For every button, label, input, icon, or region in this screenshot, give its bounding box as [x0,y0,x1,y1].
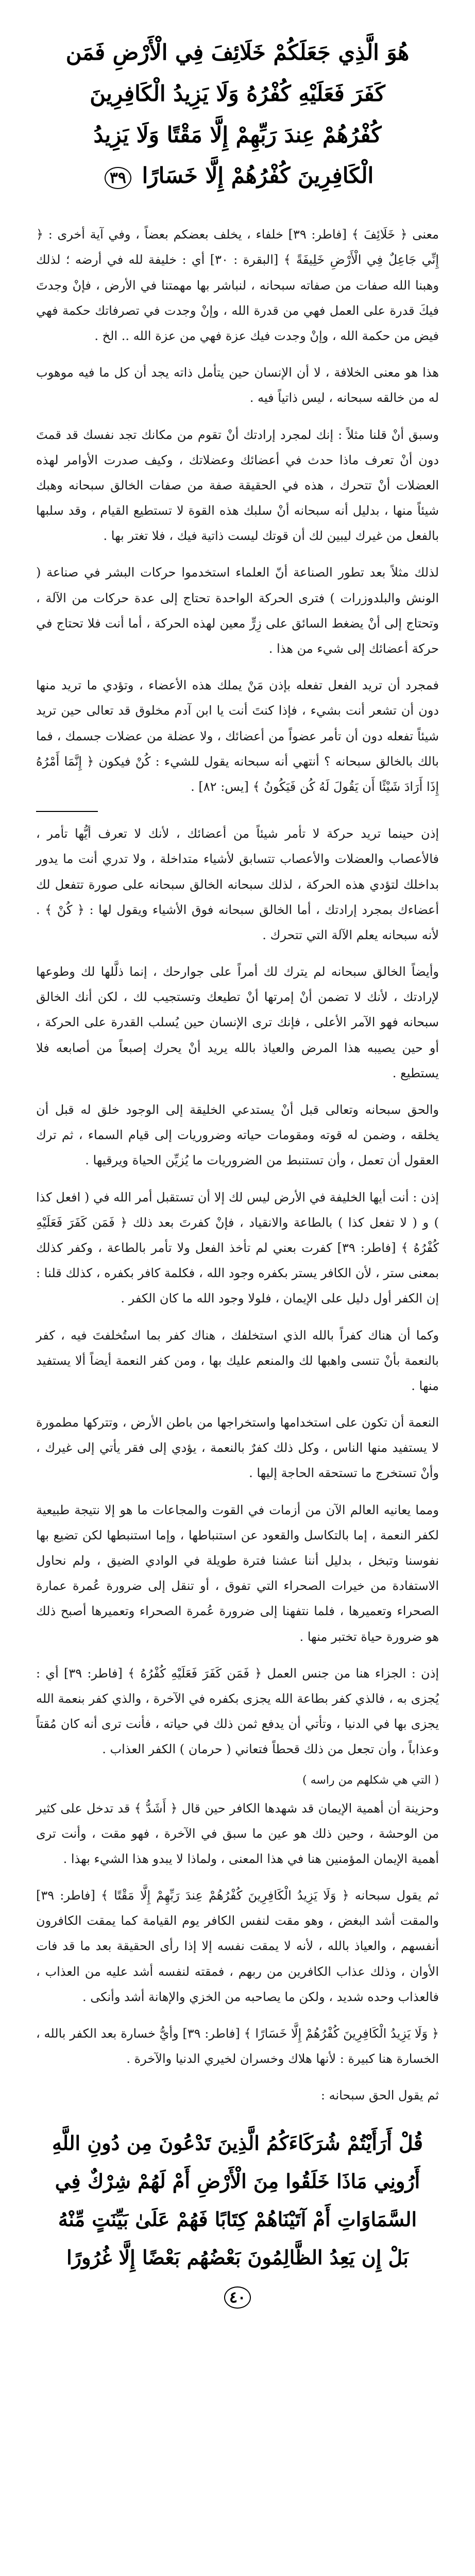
paragraph: النعمة أن تكون على استخدامها واستخراجها من باطن الأرض ، وتتركها مطمورة لا يستفيد منها الناس ، وكل ذلك كفرٌ بالنعمة ، يؤدي إلى فقر يأتي إلى غيرك ، وأنْ تستخرج ما تستحقه الحاجة إليها . [36,1415,439,1481]
paragraph: ثم يقول سبحانه ﴿ وَلَا يَزِيدُ الْكَافِرِينَ كُفْرُهُمْ عِندَ رَبِّهِمْ إِلَّا مَقْتًا ﴾ [فاطر: ٣٩] والمقت أشد البغض ، وهو مقت لنفس الكافر يوم القيامة كما يمقت الكافرون أنفسهم ، والعياذ بالله ، لأنه لا يمقت نفسه إلا إذا رأى الحقيقة بعد ما قد فات الأوان ، وذلك عذاب الكافرين من ربهم ، فمقته لنفسه أشد عليه من العذاب ، فالعذاب وحده شديد ، ولكن ما يصاحبه من الخزي والإهانة أشد وأنكى . [36,1888,439,2004]
section-divider [36,811,98,812]
paragraph: لذلك مثلاً بعد تطور الصناعة أنّ العلماء استخدموا حركات البشر في صناعة ( الونش والبلدوزرات ) فترى الحركة الواحدة تحتاج إلى عدة حركات من الآلة ، وتحتاج إلى أنْ يضغط السائق على زِرٍّ معين لهذه الحركة ، أما أنت فلا تحتاج في حركة أعضائك إلى شيء من هذا . [36,565,439,656]
lead-in: ثم يقول الحق سبحانه : [320,2088,439,2103]
verse-bottom [52,2124,423,2315]
paragraph: إذن : الجزاء هنا من جنس العمل ﴿ فَمَن كَفَرَ فَعَلَيْهِ كُفْرُهُ ﴾ [فاطر: ٣٩] أي : يُجزى به ، فالذي كفر بطاعة الله يجزى بكفره في الآخرة ، والذي كفر بنعمة الله يجزى بها في الدنيا ، وتأتي أن يدفع ثمن ذلك في حياته ، فأنت ترى أنه كان مُقتاً وعذاباً ، وأن تجعل من ذلك قحطاً فتعاني ( حرمان ) الكفر العذاب . [36,1666,439,1757]
verse-bottom-number: ٤٠ [224,2286,251,2309]
paragraph: وأيضاً الخالق سبحانه لم يترك لك أمراً على جوارحك ، إنما ذلَّلها لك وطوعها لإرادتك ، لأنك لا تضمن أنْ إمرتها أنْ تطيعك وتستجيب لك ، لكن أنك الخالق سبحانه فهو الآمر الأعلى ، فإنك ترى الإنسان حين يُسلب القدرة على الحركة ، أو حين يصيبه هذا المرض والعياذ بالله يريد أنْ يحرك إصبعاً من أصابعه فلا يستطيع . [36,964,439,1080]
paragraph: وسبق أنْ قلنا مثلاً : إنك لمجرد إرادتك أنْ تقوم من مكانك تجد نفسك قد قمتَ دون أنْ تعرف ماذا حدث في أعضائك وعضلاتك ، وكيف صدرت الأوامر لهذه العضلات أنْ تتحرك ، هذه في الحقيقة صفة من صفات الخالق سبحانه وهبك شيئاً منها ، بدليل أنه سبحانه أنْ سلبك هذه القوة لا تستطيع القيام ، وقد سلبها بالفعل من غيرك ليبين لك أن قوتك ليست ذاتية فيك ، فلا تغتر بها . [36,427,439,544]
verse-top [48,21,427,208]
paragraph: معنى ﴿ خَلَائِفَ ﴾ [فاطر: ٣٩] خلفاء ، يخلف بعضكم بعضاً ، وفي آية أخرى : ﴿ إِنِّي جَاعِلٌ فِي الْأَرْضِ خَلِيفَةً ﴾ [البقرة : ٣٠] أي : خليفة لله في أرضه ؛ لذلك وهبنا الله صفات من صفاته سبحانه ، لنباشر بها مهمتنا في الأرض ، فإنْ وجدتَ فيكَ قدرة على العمل فهي من قدرة الله ، وإنْ وجدت في تصرفاتك حكمة فهي فيض من حكمة الله ، وإنْ وجدت فيك عزة فهي من عزة الله .. الخ . [36,227,439,343]
paragraph: والحق سبحانه وتعالى قبل أنْ يستدعي الخليقة إلى الوجود خلق له قبل أن يخلقه ، وضمن له قوته ومقومات حياته وضروريات إلى قيام السماء ، ثم ترك العقول أن تعمل ، وأن تستنبط من الضروريات ما يُزيِّن الحياة ويرقيها . [36,1103,439,1168]
verse-top-number: ٣٩ [105,167,131,189]
paragraph: ومما يعانيه العالم الآن من أزمات في القوت والمجاعات ما هو إلا نتيجة طبيعية لكفر النعمة ، إما بالتكاسل والقعود عن استنباطها ، وإما استنبطها لكن تضيع بها نفوسنا وتبخل ، بدليل أننا عشنا فترة طويلة في الوادي الضيق ، ولم نحاول الاستفادة من خيرات الصحراء التي تفوق ، أو تنقل إلى ضرورة عُمرة عمارة الصحراء وتعميرها ، فلما نتفهنا إلى ضرورة عُمرة الصحراء وتعميرها أصبح ذلك هو ضرورة حياة تختبر منها . [36,1502,439,1644]
paragraph: وحزينة أن أهمية الإيمان قد شهدها الكافر حين قال ﴿ أَشَدُّ ﴾ قد تدخل على كثير من الوحشة ، وحين ذلك هو عين ما سبق في الآخرة ، فهو مقت ، وأنت ترى أهمية الإيمان المؤمنين هنا في هذا المعنى ، ولماذا لا يبدو هذا الشيء بهذا . [36,1801,439,1866]
verse-bottom-text: قُلْ أَرَأَيْتُمْ شُرَكَاءَكُمُ الَّذِينَ تَدْعُونَ مِن دُونِ اللَّهِ أَرُونِي مَاذَا خَلَقُوا مِنَ الْأَرْضِ أَمْ لَهُمْ شِرْكٌ فِي السَّمَاوَاتِ أَمْ آتَيْنَاهُمْ كِتَابًا فَهُمْ عَلَىٰ بَيِّنَتٍ مِّنْهُ بَلْ إِن يَعِدُ الظَّالِمُونَ بَعْضُهُم بَعْضًا إِلَّا غُرُورًا [52,2131,423,2269]
separator-note: ( التي هي شكلهم من راسه ) [302,1773,439,1787]
paragraph: فمجرد أن تريد الفعل تفعله بإذن مَنْ يملك هذه الأعضاء ، وتؤدي ما تريد منها دون أن تشعر أنت بشيء ، فإذا كنتَ أنت يا ابن آدم مخلوق قد تعالى حين تريد شيئاً تفعله دون أن تأمر عضواً من أعضائك ، ولا عضلة من عضلات جسمك ، فما بالك بالخالق سبحانه ؟ أنتهي أنه سبحانه يقول للشيء : كُنْ فيكون ﴿ إِنَّمَا أَمْرُهُ إِذَا أَرَادَ شَيْئًا أَن يَقُولَ لَهُ كُن فَيَكُونُ ﴾ [يس: ٨٢] . [36,678,439,794]
paragraph: إذن حينما تريد حركة لا تأمر شيئاً من أعضائك ، لأنك لا تعرف أيُّها تأمر ، فالأعصاب والعضلات والأعصاب تتسابق لأشياء متداخلة ، ولا تدري أنت ما يدور بداخلك لتؤدي هذه الحركة ، لذلك سبحانه الخالق سبحانه على صورة تتفعل لك أعضاءك بمجرد إرادتك ، أما الخالق سبحانه فوق الأشياء ويقول لها : ﴿ كُنْ ﴾ . لأنه سبحانه يعلم الآلة التي تتحرك . [36,826,439,942]
paragraph: هذا هو معنى الخلافة ، لا أن الإنسان حين يتأمل ذاته يجد أن كل ما فيه موهوب له من خالقه سبحانه ، ليس ذاتياً فيه . [36,365,439,405]
paragraph: إذن : أنت أيها الخليفة في الأرض ليس لك إلا أن تستقبل أمر الله في ( افعل كذا ) و ( لا تفعل كذا ) بالطاعة والانقياد ، فإنْ كفرتَ بعد ذلك ﴿ فَمَن كَفَرَ فَعَلَيْهِ كُفْرُهُ ﴾ [فاطر: ٣٩] كفرت بعني لم تأخذ الفعل ولا تأمر بالطاعة ، وكفر كذلك بمعنى ستر ، لأن الكافر يستر بكفره وجود الله ، فكلمة كافر بكفره ، كذلك قلنا : إن الكفر أول دليل على الإيمان ، فلولا وجود الله ما كان الكفر . [36,1190,439,1306]
paragraph: وكما أن هناك كفراً بالله الذي استخلفك ، هناك كفر بما استُخلفتَ فيه ، كفر بالنعمة بأنْ تنسى واهبها لك والمنعم عليك بها ، ومن كفر النعمة أيضاً ألا يستفيد منها . [36,1328,439,1393]
paragraph: ﴿ وَلَا يَزِيدُ الْكَافِرِينَ كُفْرُهُمْ إِلَّا خَسَارًا ﴾ [فاطر: ٣٩] وأيُّ خسارة بعد الكفر بالله ، الخسارة هنا كبيرة : لأنها هلاك وخسران لخيري الدنيا والآخرة . [36,2026,439,2066]
verse-top-text: هُوَ الَّذِي جَعَلَكُمْ خَلَائِفَ فِي الْأَرْضِ فَمَن كَفَرَ فَعَلَيْهِ كُفْرُهُ وَلَا يَزِيدُ الْكَافِرِينَ كُفْرُهُمْ عِندَ رَبِّهِمْ إِلَّا مَقْتًا وَلَا يَزِيدُ الْكَافِرِينَ كُفْرُهُمْ إِلَّا خَسَارًا [65,40,410,189]
